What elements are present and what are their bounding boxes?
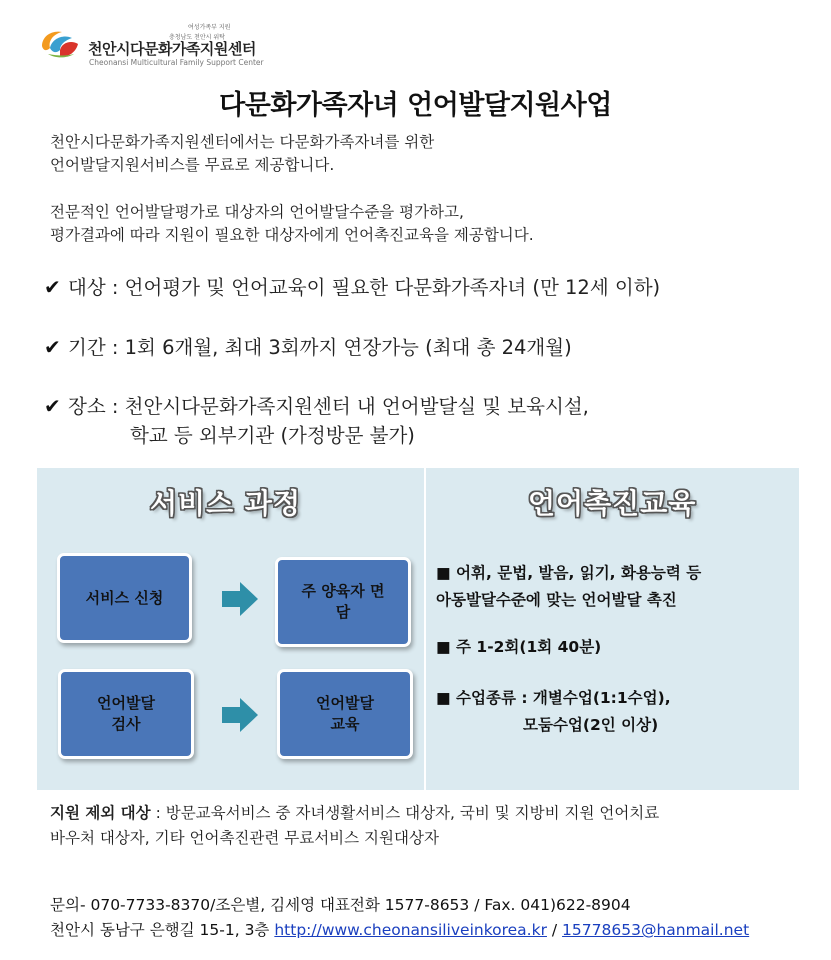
logo-mark-icon	[38, 28, 80, 60]
contact-separator: /	[546, 921, 563, 939]
education-bullet-1	[436, 560, 701, 614]
target-item	[44, 271, 660, 304]
exclusion-line2: 바우처 대상자, 기타 언어촉진관련 무료서비스 지원대상자	[50, 829, 439, 847]
exclusion-line1: : 방문교육서비스 중 자녀생활서비스 대상자, 국비 및 지방비 지원 언어치료	[150, 804, 660, 822]
intro-paragraph-1	[50, 131, 434, 177]
place-text-line2: 학교 등 외부기관 (가정방문 불가)	[130, 424, 415, 447]
contact-info	[50, 893, 749, 943]
education-b1-line1: ■ 어휘, 문법, 발음, 읽기, 화용능력 등	[436, 564, 702, 582]
step-interview-line1: 주 양육자 면	[301, 582, 385, 600]
step-interview-line2: 담	[335, 603, 351, 621]
step-interview-box	[275, 557, 411, 647]
page-title: 다문화가족자녀 언어발달지원사업	[219, 90, 612, 121]
check-icon: ✔	[44, 275, 61, 299]
education-bullet-2: ■ 주 1-2회(1회 40분)	[436, 638, 602, 656]
website-link[interactable]: http://www.cheonansiliveinkorea.kr	[274, 921, 547, 939]
period-item	[44, 331, 572, 364]
email-link[interactable]: 15778653@hanmail.net	[562, 921, 750, 939]
step-assessment-box	[58, 669, 194, 759]
check-icon: ✔	[44, 335, 61, 359]
intro-p1-line2: 언어발달지원서비스를 무료로 제공합니다.	[50, 156, 335, 174]
step-apply-label: 서비스 신청	[85, 588, 164, 607]
step-education-line1: 언어발달	[316, 694, 374, 712]
exclusion-label: 지원 제외 대상	[50, 804, 151, 822]
step-apply-box	[57, 553, 192, 643]
logo-english-name: Cheonansi Multicultural Family Support Center	[89, 58, 264, 67]
exclusion-note	[50, 801, 659, 851]
place-text-line1: 장소 : 천안시다문화가족지원센터 내 언어발달실 및 보육시설,	[68, 395, 589, 418]
step-education-box	[277, 669, 413, 759]
center-logo	[38, 20, 264, 70]
process-title: 서비스 과정	[150, 487, 301, 520]
step-assessment-line2: 검사	[111, 715, 141, 733]
place-item	[44, 390, 589, 423]
logo-center-name: 천안시다문화가족지원센터	[88, 40, 256, 58]
intro-p2-line1: 전문적인 언어발달평가로 대상자의 언어발달수준을 평가하고,	[50, 203, 464, 221]
logo-sponsor-text: 여성가족부 지원	[188, 24, 231, 31]
intro-paragraph-2	[50, 201, 534, 247]
target-text: 대상 : 언어평가 및 언어교육이 필요한 다문화가족자녀 (만 12세 이하)	[68, 276, 661, 299]
panel-divider	[424, 468, 426, 790]
period-text: 기간 : 1회 6개월, 최대 3회까지 연장가능 (최대 총 24개월)	[68, 336, 572, 359]
intro-p1-line1: 천안시다문화가족지원센터에서는 다문화가족자녀를 위한	[50, 133, 435, 151]
education-bullet-3-line2: 모둠수업(2인 이상)	[523, 716, 659, 734]
check-icon: ✔	[44, 394, 61, 418]
contact-phone-line: 문의- 070-7733-8370/조은별, 김세영 대표전화 1577-8653 / Fax. 041)622-8904	[50, 896, 631, 914]
education-title: 언어촉진교육	[528, 487, 697, 520]
step-education-line2: 교육	[330, 715, 360, 733]
right-arrow-icon	[222, 582, 258, 616]
right-arrow-icon	[222, 698, 258, 732]
contact-address: 천안시 동남구 은행길 15-1, 3층	[50, 921, 275, 939]
education-b1-line2: 아동발달수준에 맞는 언어발달 촉진	[436, 591, 677, 609]
logo-commission-text: 충청남도 천안시 위탁	[169, 34, 225, 41]
step-assessment-line1: 언어발달	[97, 694, 155, 712]
intro-p2-line2: 평가결과에 따라 지원이 필요한 대상자에게 언어촉진교육을 제공합니다.	[50, 226, 534, 244]
education-bullet-3-line1: ■ 수업종류 : 개별수업(1:1수업),	[436, 689, 671, 707]
